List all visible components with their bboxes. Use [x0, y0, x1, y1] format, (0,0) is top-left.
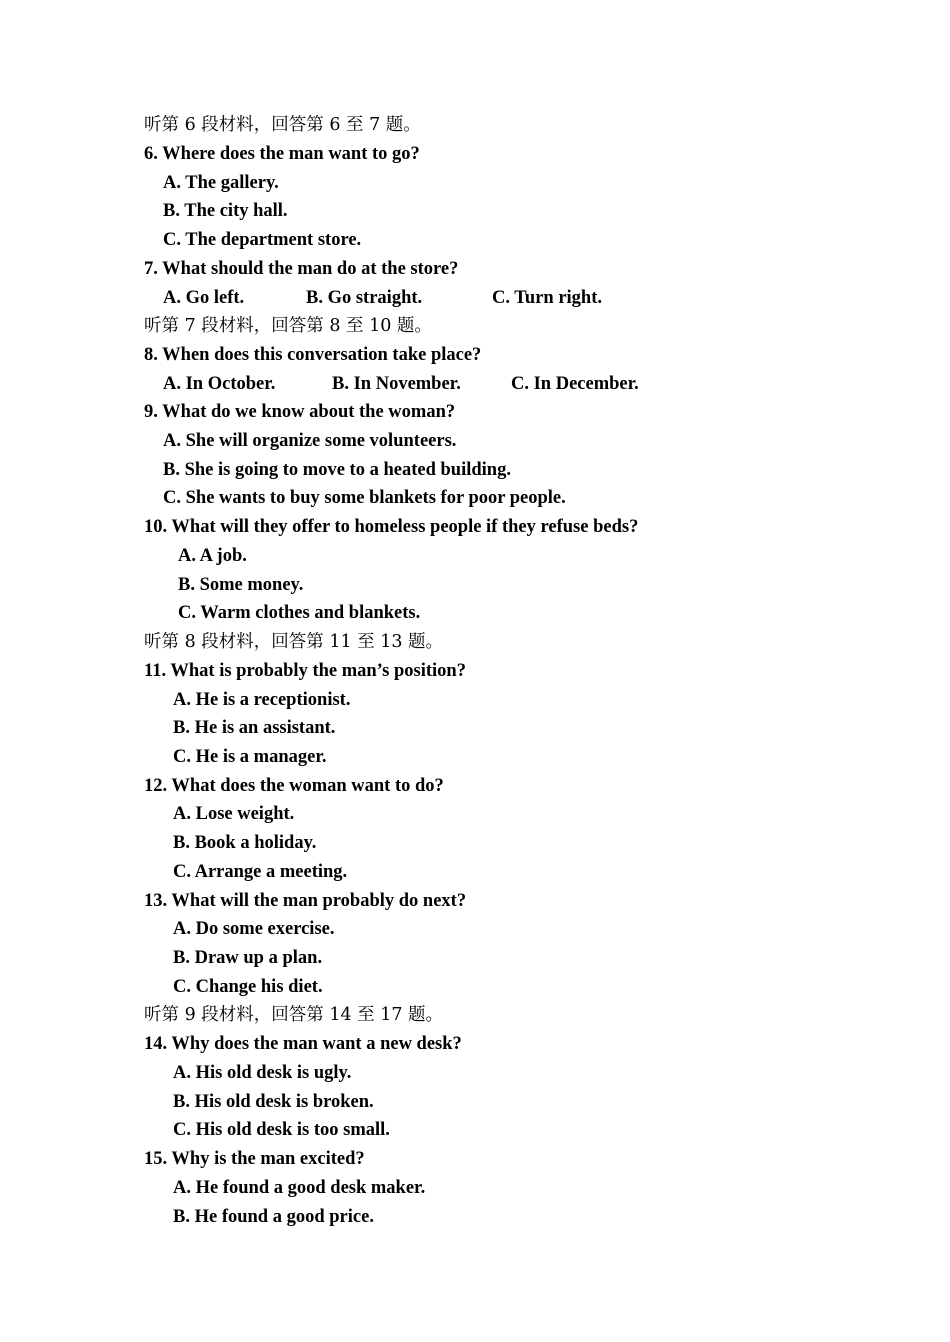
question-14-option-c: C. His old desk is too small. [173, 1120, 390, 1140]
question-6-option-c: C. The department store. [163, 230, 362, 250]
question-7: 7. What should the man do at the store? [144, 259, 459, 279]
section-header-8: 听第 8 段材料，回答第 11 至 13 题。 [144, 632, 444, 652]
question-15-option-a: A. He found a good desk maker. [173, 1178, 426, 1198]
question-14-option-b: B. His old desk is broken. [173, 1092, 374, 1112]
question-14: 14. Why does the man want a new desk? [144, 1034, 462, 1054]
question-6: 6. Where does the man want to go? [144, 144, 420, 164]
question-11-option-a: A. He is a receptionist. [173, 690, 351, 710]
question-11: 11. What is probably the man’s position? [144, 661, 466, 681]
question-8-option-b: B. In November. [332, 374, 461, 394]
question-7-option-b: B. Go straight. [306, 288, 423, 308]
question-14-option-a: A. His old desk is ugly. [173, 1063, 352, 1083]
question-6-option-b: B. The city hall. [163, 201, 288, 221]
question-7-option-a: A. Go left. [163, 288, 245, 308]
question-9-option-c: C. She wants to buy some blankets for poor people. [163, 488, 566, 508]
question-8: 8. When does this conversation take place? [144, 345, 482, 365]
question-13-option-c: C. Change his diet. [173, 977, 323, 997]
question-12-option-c: C. Arrange a meeting. [173, 862, 348, 882]
section-header-9: 听第 9 段材料，回答第 14 至 17 题。 [144, 1005, 444, 1025]
section-header-6: 听第 6 段材料，回答第 6 至 7 题。 [144, 115, 421, 135]
question-10-option-a: A. A job. [178, 546, 247, 566]
question-9: 9. What do we know about the woman? [144, 402, 456, 422]
question-8-option-a: A. In October. [163, 374, 276, 394]
question-10-option-b: B. Some money. [178, 575, 304, 595]
question-8-option-c: C. In December. [511, 374, 639, 394]
question-7-option-c: C. Turn right. [492, 288, 603, 308]
question-6-option-a: A. The gallery. [163, 173, 279, 193]
question-13-option-a: A. Do some exercise. [173, 919, 335, 939]
question-13-option-b: B. Draw up a plan. [173, 948, 323, 968]
question-11-option-c: C. He is a manager. [173, 747, 327, 767]
question-15: 15. Why is the man excited? [144, 1149, 365, 1169]
question-12-option-a: A. Lose weight. [173, 804, 295, 824]
question-12-option-b: B. Book a holiday. [173, 833, 317, 853]
question-12: 12. What does the woman want to do? [144, 776, 444, 796]
question-11-option-b: B. He is an assistant. [173, 718, 336, 738]
section-header-7: 听第 7 段材料，回答第 8 至 10 题。 [144, 316, 432, 336]
question-10-option-c: C. Warm clothes and blankets. [178, 603, 421, 623]
question-15-option-b: B. He found a good price. [173, 1207, 374, 1227]
question-10: 10. What will they offer to homeless people if they refuse beds? [144, 517, 639, 537]
question-9-option-b: B. She is going to move to a heated building. [163, 460, 511, 480]
question-13: 13. What will the man probably do next? [144, 891, 467, 911]
question-9-option-a: A. She will organize some volunteers. [163, 431, 457, 451]
